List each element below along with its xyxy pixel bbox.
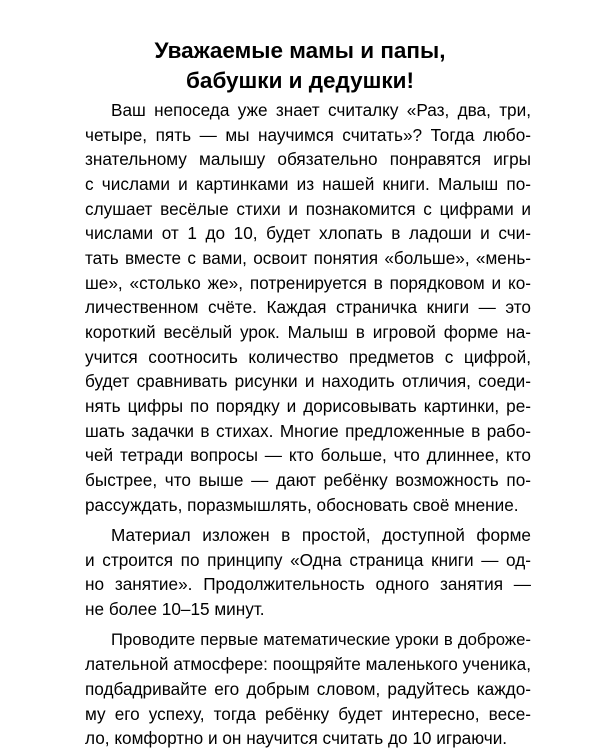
paragraph-advice	[85, 628, 531, 751]
text-line: слушает весёлые стихи и познакомится с цифрами и	[85, 198, 531, 219]
text-line: Проводите первые математические уроки в доброже-	[111, 629, 531, 649]
text-line: ше», «столько же», потренируется в порядковом и ко-	[85, 272, 531, 293]
text-line: рассуждать, поразмышлять, обосновать своё мнение.	[85, 494, 519, 515]
text-line: не более 10–15 минут.	[85, 599, 265, 620]
text-line: нять цифры по порядку и дорисовывать картинки, ре-	[85, 395, 531, 416]
text-line: подбадривайте его добрым словом, радуйтесь каждо-	[85, 679, 531, 700]
text-line: но занятие». Продолжительность одного занятия —	[85, 574, 531, 595]
text-line: тать вместе с вами, освоит понятия «больше», «мень-	[85, 247, 531, 268]
paragraph-material	[85, 523, 531, 622]
text-line: чей тетради вопросы — кто больше, что длиннее, кто	[85, 445, 531, 466]
text-line: му его успеху, тогда ребёнку будет интересно, весе-	[85, 703, 531, 724]
text-line: личественном счёте. Каждая страничка книги — это	[85, 297, 531, 318]
text-line: знательному малышу обязательно понравятся игры	[85, 149, 531, 170]
text-line: быстрее, что выше — дают ребёнку возможность по-	[85, 469, 531, 490]
text-line: короткий весёлый урок. Малыш в игровой форме на-	[85, 321, 531, 342]
text-line: шать задачки в стихах. Многие предложенные в рабо-	[85, 420, 531, 441]
text-line: будет сравнивать рисунки и находить отличия, соеди-	[85, 371, 531, 392]
page-title	[0, 36, 600, 96]
text-line: учится соотносить количество предметов с цифрой,	[85, 346, 531, 367]
title-line: бабушки и дедушки!	[186, 68, 414, 93]
text-line: числами от 1 до 10, будет хлопать в ладоши и счи-	[85, 223, 531, 244]
body-text	[85, 98, 531, 751]
text-line: Ваш непоседа уже знает считалку «Раз, два, три,	[111, 100, 531, 120]
text-line: с числами и картинками из нашей книги. Малыш по-	[85, 173, 531, 194]
text-line: Материал изложен в простой, доступной форме	[111, 525, 531, 546]
text-line: четыре, пять — мы научимся считать»? Тогда любо-	[85, 124, 531, 145]
text-line: и строится по принципу «Одна страница книги — од-	[85, 549, 531, 570]
paragraph-intro	[85, 98, 531, 517]
text-line: ло, комфортно и он научится считать до 10 играючи.	[85, 728, 508, 749]
text-line: лательной атмосфере: поощряйте маленького ученика,	[85, 654, 531, 675]
title-line: Уважаемые мамы и папы,	[154, 38, 446, 63]
